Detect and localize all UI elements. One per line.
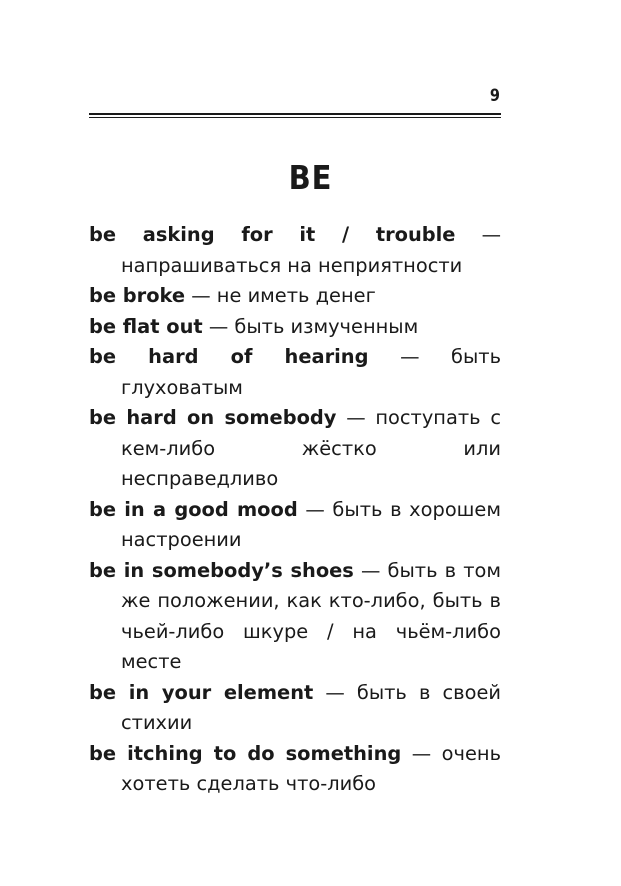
entry-definition: — быть в хорошем настроении — [121, 497, 501, 551]
entry — [89, 342, 501, 403]
header-rule-thick — [89, 113, 501, 115]
entry — [89, 312, 501, 343]
entry-term: be broke — [89, 284, 186, 307]
entry — [89, 220, 501, 281]
entry-term: be hard of hearing — [89, 345, 369, 368]
entry — [89, 403, 501, 495]
entry-term: be in somebody’s shoes — [89, 558, 354, 582]
entry-definition: — очень хотеть сделать что-либо — [121, 741, 501, 795]
entry-term: be in a good mood — [89, 497, 298, 521]
section-title: BE — [288, 158, 333, 197]
entry-definition: — не иметь денег — [191, 284, 376, 307]
entry-definition: — быть измученным — [208, 314, 419, 338]
entry-term: be hard on somebody — [89, 406, 337, 429]
entry-term: be in your element — [89, 680, 314, 704]
entry-term: be itching to do something — [89, 741, 402, 765]
entry — [89, 739, 501, 800]
entry-definition: — поступать с кем-либо жёстко или несправедливо — [121, 406, 501, 490]
entry-definition: — быть в том же положении, как кто-либо, быть в чьей-либо шкуре / на чьём-либо месте — [121, 558, 501, 673]
entry — [89, 281, 501, 312]
entry — [89, 556, 501, 678]
entry-definition: — быть глуховатым — [121, 345, 502, 399]
entry-term: be asking for it / trouble — [89, 223, 456, 246]
page-number: 9 — [489, 86, 500, 106]
entry — [89, 678, 501, 739]
entry-list — [89, 220, 501, 800]
entry-definition: — напрашиваться на неприятности — [121, 223, 501, 277]
entry — [89, 495, 501, 556]
entry-definition: — быть в своей стихии — [121, 680, 501, 734]
header-rule-thin — [89, 117, 501, 118]
entry-term: be flat out — [89, 314, 203, 338]
